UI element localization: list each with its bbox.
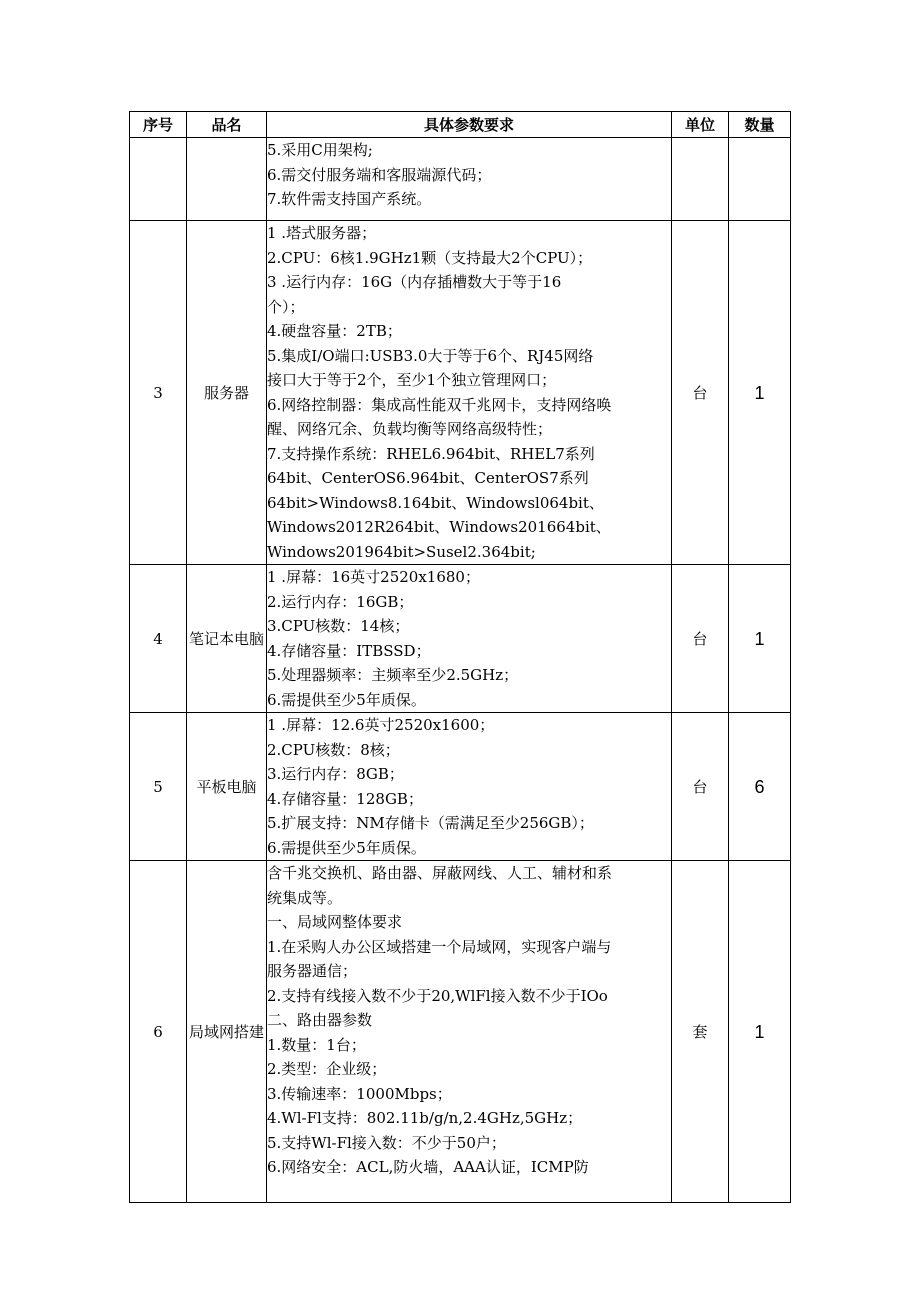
row-seq: 4: [130, 565, 187, 713]
spec-line: 5.集成I/O端口:USB3.0大于等于6个、RJ45网络: [267, 346, 594, 365]
spec-line: Windows201964bit>Susel2.364bit;: [267, 542, 536, 561]
spec-line: 3.传输速率：1000Mbps；: [267, 1084, 452, 1103]
spec-line: 1.数量：1台；: [267, 1035, 366, 1054]
row-specs: [267, 713, 672, 861]
spec-line: 二、路由器参数: [267, 1011, 373, 1029]
row-unit: 台: [672, 713, 729, 861]
spec-line: 一、局域网整体要求: [267, 913, 403, 931]
row-seq: [130, 138, 187, 221]
header-row: [130, 112, 791, 138]
row-name: 笔记本电脑: [187, 565, 267, 713]
spec-line: 3 .运行内存：16G（内存插槽数大于等于16: [267, 273, 562, 291]
spec-line: 5.处理器频率：主频率至少2.5GHz；: [267, 666, 519, 684]
spec-line: 7.支持操作系统：RHEL6.964bit、RHEL7系列: [267, 444, 595, 463]
spec-line: 1 .屏幕：12.6英寸2520x1600；: [267, 716, 495, 734]
spec-line: 4.存储容量：128GB；: [267, 789, 423, 808]
spec-line: 统集成等。: [267, 888, 343, 907]
spec-line: 2.CPU：6核1.9GHz1颗（支持最大2个CPU）；: [267, 248, 593, 267]
spec-line: 含千兆交换机、路由器、屏蔽网线、人工、辅材和系: [267, 864, 613, 882]
spec-line: 4.存储容量：ITBSSD；: [267, 641, 431, 660]
table-row: [130, 565, 791, 713]
spec-line: 2.支持有线接入数不少于20,WlFl接入数不少于IOo: [267, 986, 608, 1005]
spec-line: 个）；: [267, 297, 305, 316]
spec-line: 2.类型：企业级；: [267, 1060, 387, 1078]
spec-line: 5.采用C用架构;: [267, 141, 373, 159]
spec-line: 2.运行内存：16GB；: [267, 592, 414, 611]
spec-line: 4.Wl-Fl支持：802.11b/g/n,2.4GHz,5GHz；: [267, 1109, 583, 1127]
spec-line: 接口大于等于2个，至少1个独立管理网口；: [267, 371, 557, 389]
spec-line: 服务器通信；: [267, 962, 358, 980]
row-qty: [729, 138, 791, 221]
spec-line: 1 .塔式服务器；: [267, 224, 377, 242]
row-name: 局域网搭建: [187, 861, 267, 1203]
row-specs: [267, 221, 672, 565]
table-row: [130, 861, 791, 1203]
row-qty: 1: [729, 565, 791, 713]
row-seq: 6: [130, 861, 187, 1203]
spec-line: 6.需交付服务端和客服端源代码；: [267, 165, 492, 184]
table-row: [130, 713, 791, 861]
spec-line: 醒、网络冗余、负载均衡等网络高级特性；: [267, 420, 553, 438]
spec-line: 7.软件需支持国产系统。: [267, 190, 432, 208]
header-seq: 序号: [130, 112, 187, 138]
spec-line: 64bit>Windows8.164bit、Windowsl064bit、: [267, 493, 604, 512]
spec-line: 6.需提供至少5年质保。: [267, 690, 426, 709]
header-qty: 数量: [729, 112, 791, 138]
spec-line: 5.支持Wl-Fl接入数：不少于50户；: [267, 1133, 506, 1152]
row-name: 服务器: [187, 221, 267, 565]
row-unit: 台: [672, 221, 729, 565]
spec-line: 6.网络安全：ACL,防火墙，AAA认证，ICMP防: [267, 1158, 589, 1176]
spec-line: 4.硬盘容量：2TB；: [267, 322, 402, 340]
spec-line: Windows2012R264bit、Windows201664bit、: [267, 518, 611, 536]
header-unit: 单位: [672, 112, 729, 138]
row-seq: 5: [130, 713, 187, 861]
row-unit: 套: [672, 861, 729, 1203]
row-specs: [267, 138, 672, 221]
row-qty: 1: [729, 221, 791, 565]
spec-line: 2.CPU核数：8核；: [267, 740, 400, 759]
spec-line: 1 .屏幕：16英寸2520x1680；: [267, 568, 480, 586]
row-seq: 3: [130, 221, 187, 565]
row-unit: [672, 138, 729, 221]
header-specs: 具体参数要求: [267, 112, 672, 138]
spec-line: 3.运行内存：8GB；: [267, 765, 404, 783]
row-qty: 6: [729, 713, 791, 861]
row-specs: [267, 565, 672, 713]
spec-line: 64bit、CenterOS6.964bit、CenterOS7系列: [267, 469, 589, 487]
spec-line: 6.需提供至少5年质保。: [267, 838, 426, 857]
spec-line: 6.网络控制器：集成高性能双千兆网卡，支持网络唤: [267, 395, 612, 414]
spec-line: 5.扩展支持：NM存储卡（需满足至少256GB）；: [267, 814, 594, 832]
spec-line: 3.CPU核数：14核；: [267, 617, 410, 635]
row-qty: 1: [729, 861, 791, 1203]
spec-line: 1.在采购人办公区域搭建一个局域网，实现客户端与: [267, 937, 612, 956]
specification-table: [129, 111, 791, 1203]
row-name: [187, 138, 267, 221]
row-name: 平板电脑: [187, 713, 267, 861]
row-unit: 台: [672, 565, 729, 713]
row-specs: [267, 861, 672, 1203]
table-row: [130, 138, 791, 221]
header-name: 品名: [187, 112, 267, 138]
table-row: [130, 221, 791, 565]
